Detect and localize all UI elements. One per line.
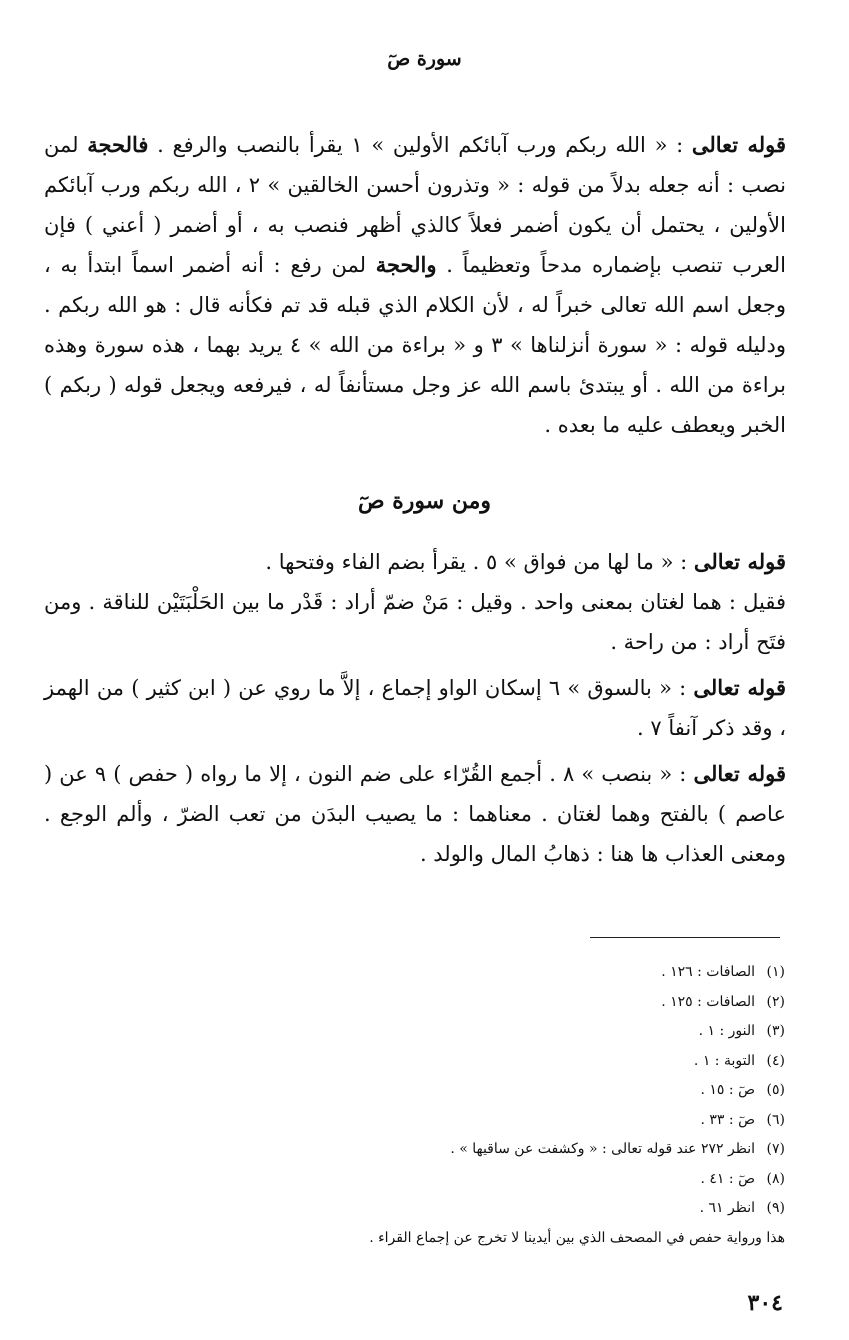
verse-label: قوله تعالى [693, 675, 786, 700]
footnote-number: (٥) [766, 1082, 785, 1098]
commentary-paragraph [44, 582, 786, 662]
commentary-paragraph [44, 125, 786, 445]
footnote-item [120, 1165, 785, 1195]
footnote-text: الصافات : ١٢٦ . [661, 964, 755, 980]
footnote-text: انظر ٦١ . [699, 1200, 755, 1216]
commentary-block-2 [44, 542, 786, 880]
commentary-block-1 [44, 125, 786, 445]
footnote-item [120, 958, 785, 988]
paragraph-text: لمن رفع : أنه أضمر اسماً ابتدأ به ، وجعل اسم الله تعالى خبراً له ، لأن الكلام الذي قبله قد تم فكأنه قال : هو الله ربكم . ودليله قوله : « سورة أنزلناها » ٣ و « براءة من الله » ٤ يريد بهما ، هذه سورة وهذه براءة من الله . أو يبتدئ باسم الله عز وجل مستأنفاً له ، فيرفعه ويجعل قوله ( ربكم ) الخبر ويعطف عليه ما بعده . [44, 253, 787, 437]
footnote-text: انظر ٢٧٢ عند قوله تعالى : « وكشفت عن ساقيها » . [450, 1141, 755, 1157]
section-title: ومن سورة صٓ [357, 488, 492, 514]
footnote-number: (٤) [766, 1052, 785, 1069]
paragraph-text: : « ما لها من فواق » ٥ . يقرأ بضم الفاء وفتحها . [265, 550, 694, 574]
paragraph-text: : « الله ربكم ورب آبائكم الأولين » ١ يقرأ بالنصب والرفع . [148, 133, 692, 157]
commentary-paragraph [44, 668, 786, 748]
paragraph-text: : « بنصب » ٨ . أجمع القُرّاء على ضم النون ، إلا ما رواه ( حفص ) ٩ عن ( عاصم ) بالفتح وهما لغتان . معناهما : ما يصيب البدَن من تعب الضرّ ، وألم الوجع . ومعنى العذاب ها هنا : ذهابُ المال والولد . [44, 762, 786, 866]
footnote-note: هذا ورواية حفص في المصحف الذي بين أيدينا لا تخرج عن إجماع القراء . [369, 1229, 785, 1246]
footnote-text: النور : ١ . [698, 1023, 755, 1039]
footnote-item [120, 1076, 785, 1106]
footnote-item [120, 1194, 785, 1224]
verse-label: قوله تعالى [691, 132, 786, 157]
paragraph-text: لمن نصب : أنه جعله بدلاً من قوله : « وتذرون أحسن الخالقين » ٢ ، الله ربكم ورب آبائكم الأولين ، يحتمل أن يكون أضمر فعلاً كالذي أظهر فنصب به ، أو أضمر ( أعني ) فإن العرب تنصب بإضماره مدحاً وتعظيماً . [44, 133, 786, 277]
footnote-item [120, 1047, 785, 1077]
footnote-number: (٦) [766, 1111, 785, 1128]
footnote-text: الصافات : ١٢٥ . [661, 993, 755, 1010]
commentary-paragraph [44, 542, 786, 582]
argument-label: والحجة [375, 252, 437, 277]
page-number: ٣٠٤ [747, 1290, 783, 1316]
footnote-text: صٓ : ٤١ . [700, 1170, 755, 1187]
footnotes-list [120, 958, 785, 1253]
footnote-number: (١) [766, 964, 785, 980]
footnote-text: صٓ : ١٥ . [700, 1082, 755, 1098]
footnote-number: (٢) [766, 993, 785, 1010]
footnote-number: (٧) [766, 1141, 785, 1157]
footnote-number: (٩) [766, 1200, 785, 1216]
argument-label: فالحجة [87, 132, 149, 157]
footnote-number: (٣) [766, 1023, 785, 1039]
footnote-item [120, 988, 785, 1018]
paragraph-text: فقيل : هما لغتان بمعنى واحد . وقيل : مَنْ ضمّ أراد : قَدْر ما بين الحَلْبَتَيْن للناقة . ومن فتَح أراد : من راحة . [44, 590, 786, 654]
footnote-text: صٓ : ٣٣ . [700, 1111, 755, 1128]
footnote-item [120, 1017, 785, 1047]
footnote-number: (٨) [766, 1170, 785, 1187]
verse-label: قوله تعالى [693, 549, 786, 574]
footnote-item [120, 1135, 785, 1165]
verse-label: قوله تعالى [693, 761, 786, 786]
paragraph-text: : « بالسوق » ٦ إسكان الواو إجماع ، إلاَّ ما روي عن ( ابن كثير ) من الهمز ، وقد ذكر آنفاً ٧ . [44, 676, 786, 740]
footnote-separator [590, 937, 780, 938]
footnote-item [120, 1106, 785, 1136]
commentary-paragraph [44, 754, 786, 874]
footnote-text: التوبة : ١ . [693, 1052, 755, 1069]
running-header: سورة صٓ [387, 48, 462, 70]
